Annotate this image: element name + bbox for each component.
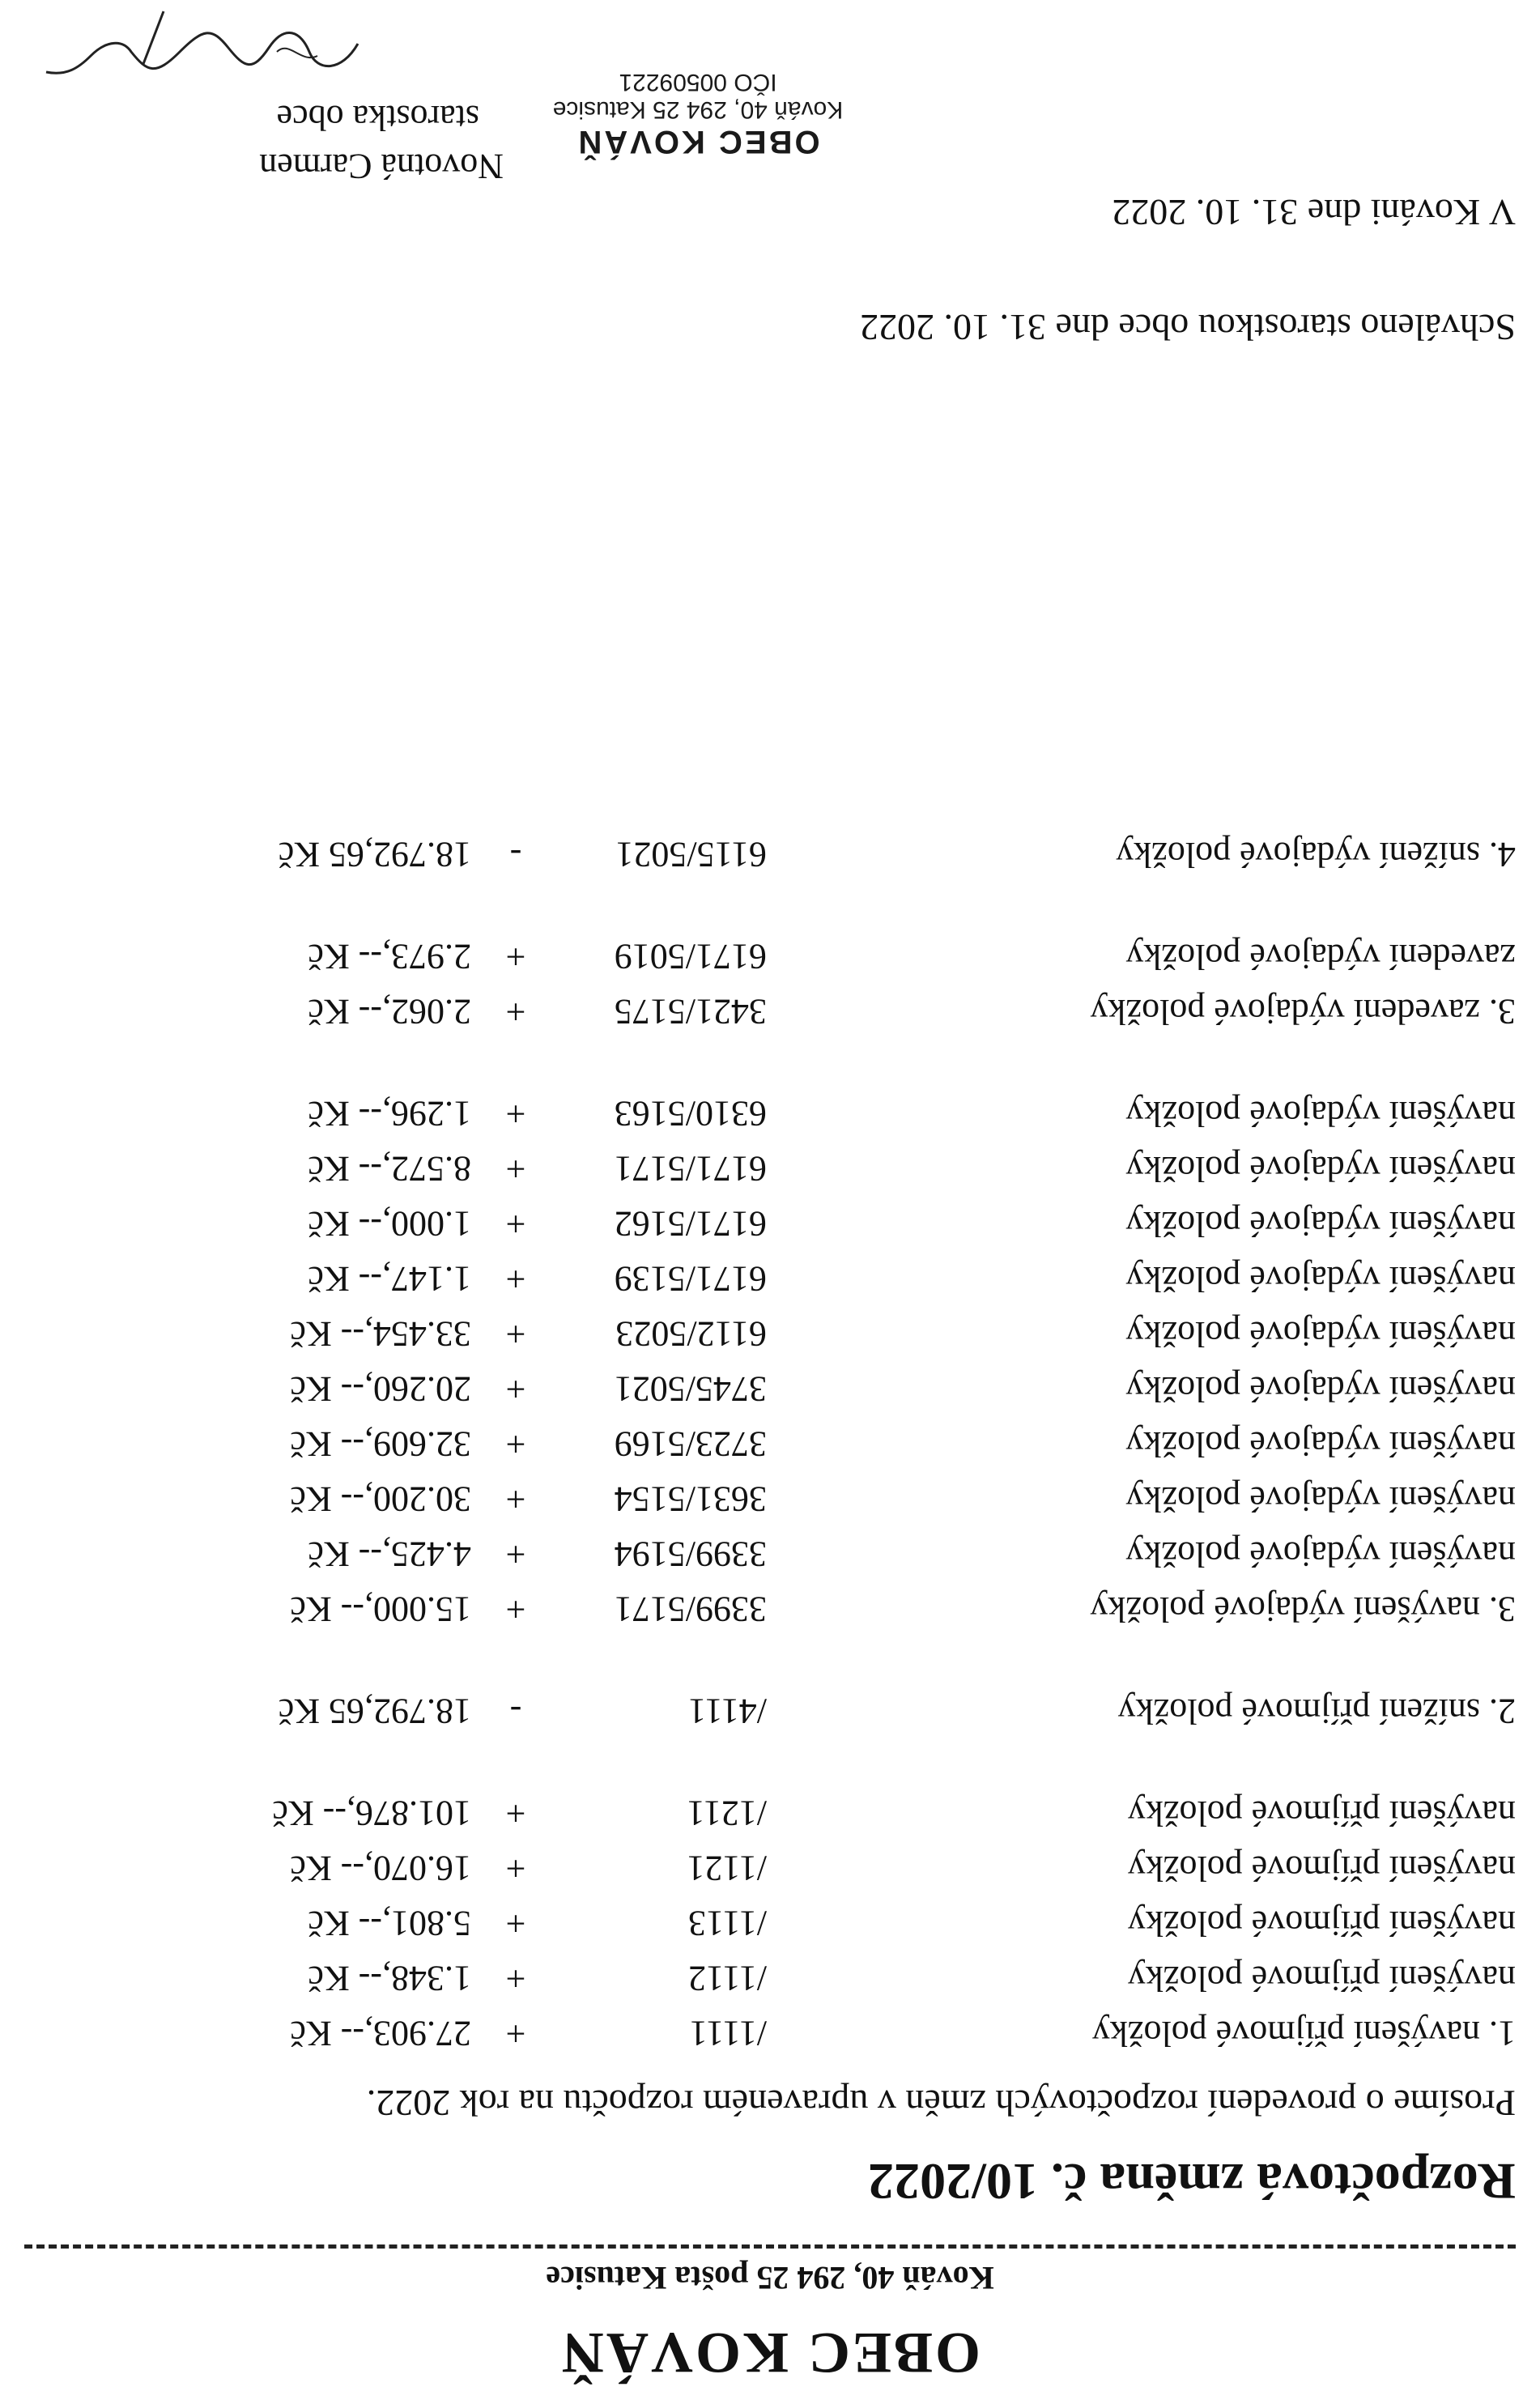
row-code: /1113 [688,1904,767,1943]
row-amount: 20.260,-- Kč [290,1369,471,1409]
row-label: navýšení výdajové položky [1125,1369,1516,1409]
handwritten-signature-icon [26,3,366,88]
row-sign: + [505,1369,526,1409]
municipality-title: OBEC KOVÁŇ [559,2321,981,2385]
row-amount: 32.609,-- Kč [290,1424,471,1464]
row-sign: + [505,1314,526,1354]
row-code: 3421/5175 [614,992,767,1032]
row-label: 4. snížení výdajové položky [1116,835,1516,874]
municipality-address: Kováň 40, 294 25 pošta Katusice [546,2260,994,2296]
budget-row [24,1471,1516,1520]
dashed-divider [24,2244,1516,2249]
row-code: 6115/5021 [615,835,767,874]
approval-text: Schváleno starostkou obce dne 31. 10. 2022 [860,307,1516,348]
row-sign: + [505,1259,526,1299]
row-code: 3723/5169 [614,1424,767,1464]
row-code: /1121 [687,1849,767,1888]
stamp-name: OBEC KOVÁŇ [576,124,820,160]
row-sign: + [505,1479,526,1519]
budget-row [24,1526,1516,1575]
row-sign: - [509,1691,522,1731]
budget-row [24,1141,1516,1189]
budget-row [24,929,1516,977]
budget-row [24,2006,1516,2054]
row-label: zavedení výdajové položky [1125,937,1516,976]
budget-row [24,1896,1516,1944]
row-code: 3631/5154 [614,1479,767,1519]
row-amount: 16.070,-- Kč [290,1849,471,1888]
row-sign: + [505,992,526,1032]
row-code: 6112/5023 [615,1314,767,1354]
row-amount: 27.903,-- Kč [290,2014,471,2053]
row-amount: 15.000,-- Kč [290,1589,471,1629]
budget-row [24,827,1516,875]
row-label: navýšení výdajové položky [1125,1149,1516,1189]
row-label: 3. zavedení výdajové položky [1090,992,1516,1032]
row-amount: 4.425,-- Kč [308,1534,471,1574]
budget-row [24,1416,1516,1465]
row-sign: + [505,1793,526,1833]
row-sign: + [505,1094,526,1134]
budget-row [24,1951,1516,1999]
mayor-role: starostka obce [276,98,479,138]
row-amount: 8.572,-- Kč [308,1149,471,1189]
row-label: 2. snížení příjmové položky [1117,1691,1516,1731]
row-code: /1112 [688,1959,767,1998]
row-label: navýšení výdajové položky [1125,1424,1516,1464]
row-amount: 2.973,-- Kč [308,937,471,976]
row-code: /4111 [688,1691,767,1731]
row-code: /1211 [687,1793,767,1833]
row-amount: 18.792,65 Kč [278,1691,471,1731]
row-code: /1111 [689,2014,767,2053]
budget-row [24,1306,1516,1355]
row-amount: 33.454,-- Kč [290,1314,471,1354]
row-sign: + [505,1849,526,1888]
budget-row [24,1086,1516,1134]
row-sign: + [505,2014,526,2053]
row-sign: + [505,1959,526,1998]
row-code: 6310/5163 [614,1094,767,1134]
budget-row [24,1196,1516,1245]
date-place-text: V Kováni dne 31. 10. 2022 [1112,192,1516,233]
document-title: Rozpočtová změna č. 10/2022 [868,2153,1516,2210]
budget-row [24,1361,1516,1410]
row-amount: 1.296,-- Kč [308,1094,471,1134]
row-code: 6171/5171 [614,1149,767,1189]
row-label: navýšení výdajové položky [1125,1314,1516,1354]
row-sign: - [509,835,522,874]
row-amount: 101.876,-- Kč [272,1793,471,1833]
row-sign: + [505,937,526,976]
row-sign: + [505,1149,526,1189]
row-sign: + [505,1204,526,1244]
budget-row [24,1581,1516,1630]
row-amount: 1.348,-- Kč [308,1959,471,1998]
budget-row [24,1785,1516,1834]
row-sign: + [505,1904,526,1943]
row-code: 3399/5171 [614,1589,767,1629]
row-amount: 1.000,-- Kč [308,1204,471,1244]
budget-row [24,1683,1516,1732]
row-code: 3745/5021 [614,1369,767,1409]
row-amount: 1.147,-- Kč [308,1259,471,1299]
stamp-ico: IČO 00509221 [619,69,777,96]
row-amount: 30.200,-- Kč [290,1479,471,1519]
row-sign: + [505,1534,526,1574]
budget-row [24,984,1516,1032]
intro-text: Prosíme o provedení rozpočtových změn v upraveném rozpočtu na rok 2022. [366,2083,1516,2124]
budget-row [24,1251,1516,1300]
mayor-name: Novotná Carmen [259,147,504,186]
row-amount: 18.792,65 Kč [278,835,471,874]
row-label: navýšení výdajové položky [1125,1094,1516,1134]
row-amount: 2.062,-- Kč [308,992,471,1032]
row-amount: 5.801,-- Kč [308,1904,471,1943]
row-label: navýšení příjmové položky [1127,1793,1516,1833]
row-code: 3399/5194 [614,1534,767,1574]
row-code: 6171/5019 [614,937,767,976]
official-stamp [552,68,844,160]
row-label: 1. navýšení příjmové položky [1091,2014,1516,2053]
row-label: 3. navýšení výdajové položky [1090,1589,1516,1629]
row-label: navýšení výdajové položky [1125,1204,1516,1244]
row-label: navýšení výdajové položky [1125,1259,1516,1299]
row-label: navýšení výdajové položky [1125,1479,1516,1519]
row-label: navýšení výdajové položky [1125,1534,1516,1574]
row-label: navýšení příjmové položky [1127,1849,1516,1888]
stamp-address: Kováň 40, 294 25 Katusice [552,96,844,123]
row-sign: + [505,1589,526,1629]
row-code: 6171/5162 [614,1204,767,1244]
row-sign: + [505,1424,526,1464]
row-label: navýšení příjmové položky [1127,1904,1516,1943]
budget-row [24,1840,1516,1889]
row-label: navýšení příjmové položky [1127,1959,1516,1998]
row-code: 6171/5139 [614,1259,767,1299]
